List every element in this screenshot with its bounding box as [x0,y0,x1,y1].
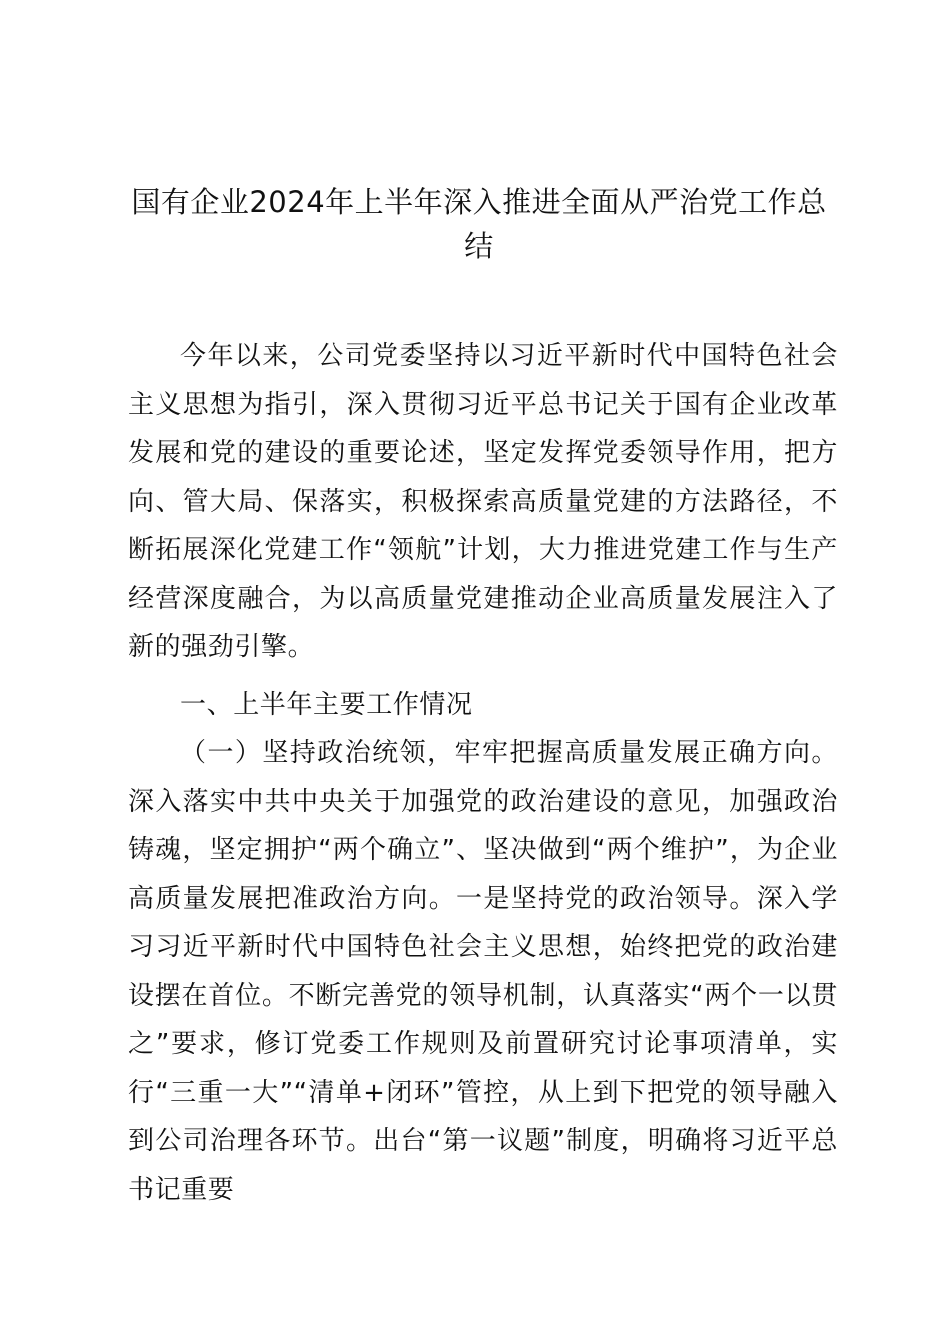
section-heading: 一、上半年主要工作情况 [180,690,473,720]
document-title: 国有企业2024年上半年深入推进全面从严治党工作总结 [131,185,827,263]
subsection-paragraph: （一）坚持政治统领，牢牢把握高质量发展正确方向。深入落实中共中央关于加强党的政治建设的意见，加强政治铸魂，坚定拥护“两个确立”、坚决做到“两个维护”，为企业高质量发展把准政治方向。一是坚持党的政治领导。深入学习习近平新时代中国特色社会主义思想，始终把党的政治建设摆在首位。不断完善党的领导机制，认真落实“两个一以贯之”要求，修订党委工作规则及前置研究讨论事项清单，实行“三重一大”“清单+闭环”管控，从上到下把党的领导融入到公司治理各环节。出台“第一议题”制度，明确将习近平总书记重要 [128,738,838,1205]
intro-paragraph: 今年以来，公司党委坚持以习近平新时代中国特色社会主义思想为指引，深入贯彻习近平总书记关于国有企业改革发展和党的建设的重要论述，坚定发挥党委领导作用，把方向、管大局、保落实，积极探索高质量党建的方法路径，不断拓展深化党建工作“领航”计划，大力推进党建工作与生产经营深度融合，为以高质量党建推动企业高质量发展注入了新的强劲引擎。 [128,341,838,662]
